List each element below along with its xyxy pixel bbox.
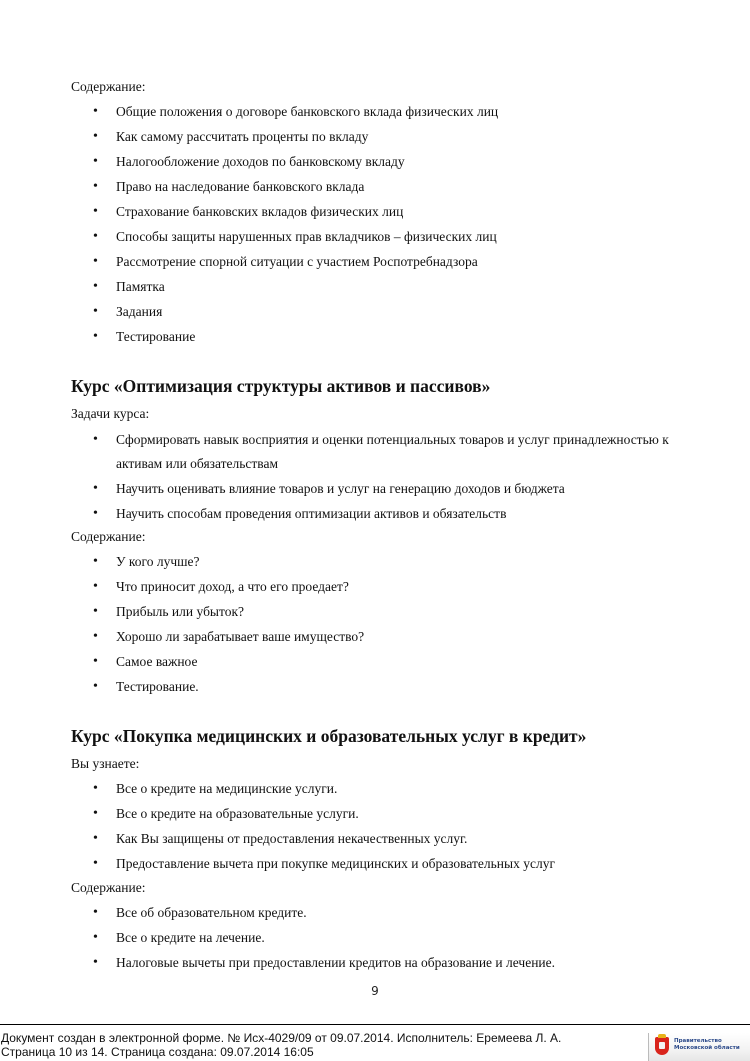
contents-label: Содержание:: [71, 880, 146, 895]
bullet-icon: •: [93, 905, 98, 920]
document-page: Содержание: • Общие положения о договоре банковского вклада физических лиц • Как самому рассчитать проценты по вкладу • Налогообложение доходов по банковскому вкладу • Право на наследование банковского вклада • Страхование банковских вкладов физических лиц • Способы защиты нарушенных прав вкладчиков – физических лиц • Рассмотрение спорной ситуации с участием Роспотребнадзора • Памятка • Задания • Тестирование Курс «Оптимизация структуры активов и пассивов» Задачи курса: • Сформировать навык восприятия и оценки потенциальных товаров и услуг принадлежностью к активам или обязательствам • Научить оценивать влияние товаров и услуг на генерацию доходов и бюджета • Научить способам проведения оптимизации активов и обязательств Содержание: • У кого лучше? • Что приносит доход, а что его проедает? • Прибыль или убыток? • Хорошо ли зарабатывает ваше имущество? • Самое важное • Тестирование. Курс «Покупка медицинских и образовательных услуг в кредит» Вы узнаете: • Все о кредите на медицинские услуги. • Все о кредите на образовательные услуги. • Как Вы защищены от предоставления некачественных услуг. • Предоставление вычета при покупке медицинских и образовательных услуг Содержание: • Все об образовательном кредите. • Все о кредите на лечение. • Налоговые вычеты при предоставлении кредитов на образование и лечение. 9: [0, 0, 750, 1020]
government-logo: [648, 1033, 750, 1061]
bullet-icon: •: [93, 329, 98, 344]
bullet-icon: •: [93, 254, 98, 269]
bullet-icon: •: [93, 930, 98, 945]
bullet-icon: •: [93, 506, 98, 521]
page-number: 9: [371, 984, 379, 998]
bullet-icon: •: [93, 129, 98, 144]
bullet-icon: •: [93, 831, 98, 846]
bullet-icon: •: [93, 955, 98, 970]
footer-divider: [0, 1024, 750, 1025]
bullet-icon: •: [93, 204, 98, 219]
contents-label: Содержание:: [71, 79, 146, 94]
bullet-icon: •: [93, 856, 98, 871]
tasks-label: Задачи курса:: [71, 406, 150, 421]
moscow-region-emblem-icon: [655, 1037, 669, 1055]
bullet-icon: •: [93, 781, 98, 796]
bullet-icon: •: [93, 654, 98, 669]
bullet-icon: •: [93, 604, 98, 619]
bullet-icon: •: [93, 432, 98, 447]
footer-text: [1, 1031, 561, 1059]
bullet-icon: •: [93, 579, 98, 594]
footer-page-info: Страница 10 из 14. Страница создана: 09.07.2014 16:05: [1, 1045, 314, 1059]
course-title: Курс «Покупка медицинских и образовательных услуг в кредит»: [71, 726, 587, 746]
bullet-icon: •: [93, 304, 98, 319]
bullet-icon: •: [93, 481, 98, 496]
contents-label: Содержание:: [71, 529, 146, 544]
course-title: Курс «Оптимизация структуры активов и пассивов»: [71, 376, 491, 396]
bullet-icon: •: [93, 229, 98, 244]
bullet-icon: •: [93, 679, 98, 694]
bullet-icon: •: [93, 179, 98, 194]
footer-document-info: Документ создан в электронной форме. № Исх-4029/09 от 09.07.2014. Исполнитель: Еремеева Л. А.: [1, 1031, 562, 1045]
bullet-icon: •: [93, 279, 98, 294]
bullet-icon: •: [93, 104, 98, 119]
bullet-icon: •: [93, 154, 98, 169]
logo-text: Правительство Московской области: [674, 1038, 740, 1051]
bullet-icon: •: [93, 629, 98, 644]
bullet-icon: •: [93, 806, 98, 821]
learn-label: Вы узнаете:: [71, 756, 140, 771]
bullet-icon: •: [93, 554, 98, 569]
